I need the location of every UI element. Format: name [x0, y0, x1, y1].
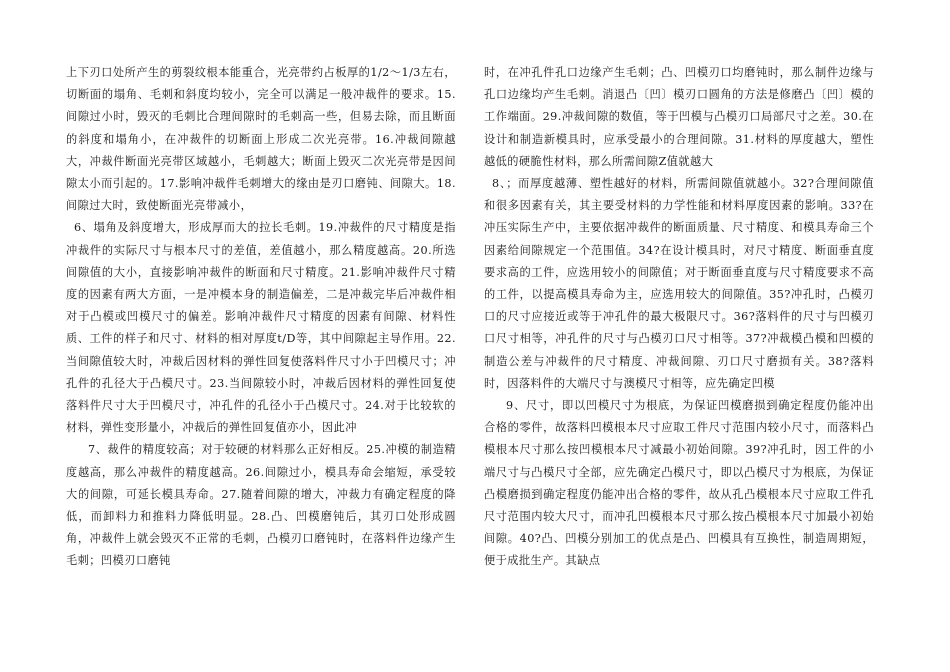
left-paragraph-1: 上下刃口处所产生的剪裂纹根本能重合，光亮带约占板厚的1/2～1/3左右，切断面的塌角、毛刺和斜度均较小，完全可以满足一般冲裁件的要求。15.间隙过小时，毁灭的毛刺比合理间隙时的毛刺高一些，但易去除，而且断面的斜度和塌角小，在冲裁件的切断面上形成二次光亮带。16.冲裁间隙越大，冲裁件断面光亮带区域越小，毛刺越大；断面上毁灭二次光亮带是因间隙太小而引起的。17.影响冲裁件毛刺增大的缘由是刃口磨钝、间隙大。18.间隙过大时，致使断面光亮带减小， [66, 66, 456, 213]
right-paragraph-1: 时，在冲孔件孔口边缘产生毛刺；凸、凹模刃口均磨钝时，那么制件边缘与孔口边缘均产生毛刺。消退凸〔凹〕模刃口圆角的方法是修磨凸〔凹〕模的工作端面。29.冲裁间隙的数值，等于凹模与凸模刃口局部尺寸之差。30.在设计和制造新模具时，应承受最小的合理间隙。31.材料的厚度越大，塑性越低的硬脆性材料，那么所需间隙Z值就越大 [484, 66, 874, 168]
right-text-column [484, 62, 874, 573]
right-paragraph-3: 9、尺寸，即以凹模尺寸为根底，为保证凹模磨损到确定程度仍能冲出合格的零件，故落料凹模根本尺寸应取工件尺寸范围内较小尺寸，而落料凸模根本尺寸那么按凹模根本尺寸减最小初始间隙。39?冲孔时，因工件的小端尺寸与凸模尺寸全部，应先确定凸模尺寸，即以凸模尺寸为根底，为保证凸模磨损到确定程度仍能冲出合格的零件，故从孔凸模根本尺寸应取工件孔尺寸范围内较大尺寸，而冲孔凹模根本尺寸那么按凸模根本尺寸加最小初始间隙。40?凸、凹模分别加工的优点是凸、凹模具有互换性，制造周期短，便于成批生产。其缺点 [484, 399, 874, 568]
left-text-column [66, 62, 456, 573]
left-paragraph-3: 7、裁件的精度较高；对于较硬的材料那么正好相反。25.冲模的制造精度越高，那么冲裁件的精度越高。26.间隙过小，模具寿命会缩短，承受较大的间隙，可延长模具寿命。27.随着间隙的增大，冲裁力有确定程度的降低，而卸料力和推料力降低明显。28.凸、凹模磨钝后，其刃口处形成圆角，冲裁件上就会毁灭不正常的毛刺，凸模刃口磨钝时，在落料件边缘产生毛刺；凹模刃口磨钝 [66, 443, 456, 568]
right-paragraph-2: 8、；而厚度越薄、塑性越好的材料，所需间隙值就越小。32?合理间隙值和很多因素有关，其主要受材料的力学性能和材料厚度因素的影响。33?在冲压实际生产中，主要依据冲裁件的断面质量、尺寸精度、和模具寿命三个因素给间隙规定一个范围值。34?在设计模具时，对尺寸精度、断面垂直度要求高的工件，应选用较小的间隙值；对于断面垂直度与尺寸精度要求不高的工件，以提高模具寿命为主，应选用较大的间隙值。35?冲孔时，凸模刃口的尺寸应接近或等于冲孔件的最大极限尺寸。36?落料件的尺寸与凹模刃口尺寸相等，冲孔件的尺寸与凸模刃口尺寸相等。37?冲裁模凸模和凹模的制造公差与冲裁件的尺寸精度、冲裁间隙、刃口尺寸磨损有关。38?落料时，因落料件的大端尺寸与澳模尺寸相等，应先确定凹模 [484, 177, 874, 390]
left-paragraph-2: 6、塌角及斜度增大，形成厚而大的拉长毛刺。19.冲裁件的尺寸精度是指冲裁件的实际尺寸与根本尺寸的差值，差值越小，那么精度越高。20.所选间隙值的大小，直接影响冲裁件的断面和尺寸精度。21.影响冲裁件尺寸精度的因素有两大方面，一是冲模本身的制造偏差，二是冲裁完毕后冲裁件相对于凸模或凹模尺寸的偏差。影响冲裁件尺寸精度的因素有间隙、材料性质、工件的样子和尺寸、材料的相对厚度t/D等，其中间隙起主导作用。22.当间隙值较大时，冲裁后因材料的弹性回复使落料件尺寸小于凹模尺寸；冲孔件的孔径大于凸模尺寸。23.当间隙较小时，冲裁后因材料的弹性回复使落料件尺寸大于凹模尺寸，冲孔件的孔径小于凸模尺寸。24.对于比较软的材料，弹性变形量小，冲裁后的弹性回复值亦小，因此冲 [66, 221, 456, 435]
